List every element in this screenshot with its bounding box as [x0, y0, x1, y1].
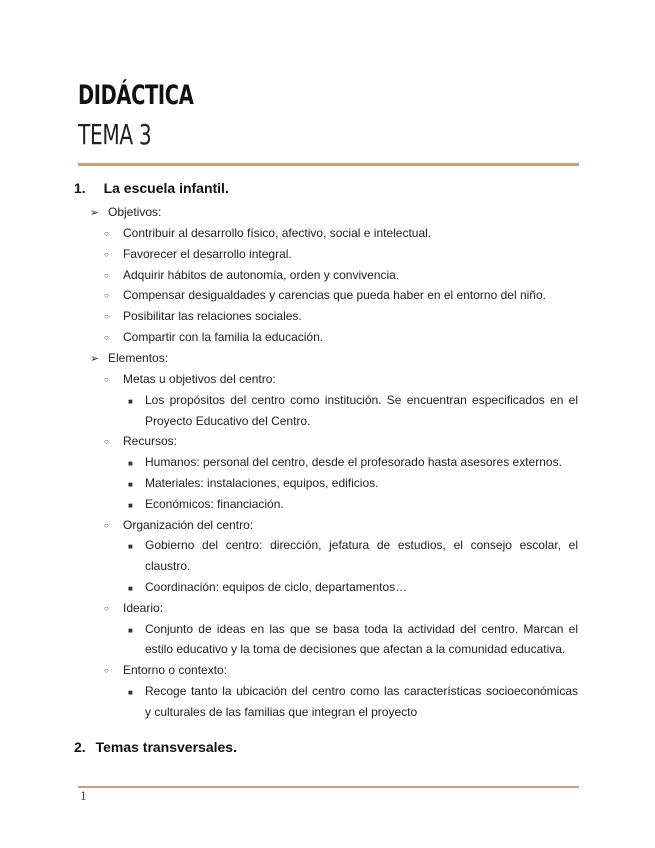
circle-bullet-icon: ○ [104, 666, 109, 676]
objetivo-item: Favorecer el desarrollo integral. [123, 246, 292, 261]
elemento-item-line: Humanos: personal del centro, desde el profesorado hasta asesores externos. [145, 455, 562, 470]
elemento-item-line: estilo educativo y la toma de decisiones que afectan a la comunidad educativa. [145, 642, 566, 657]
objetivo-item: Posibilitar las relaciones sociales. [123, 309, 302, 324]
header-divider [78, 163, 579, 166]
square-bullet-icon: ■ [128, 396, 133, 406]
circle-bullet-icon: ○ [104, 333, 109, 342]
square-bullet-icon: ■ [128, 625, 133, 635]
elemento-item-line: Gobierno del centro: dirección, jefatura de estudios, el consejo escolar, el [145, 538, 578, 553]
footer-divider [78, 786, 579, 788]
elemento-group-label: Entorno o contexto: [123, 663, 228, 678]
objetivo-item: Compensar desigualdades y carencias que pueda haber en el entorno del niño. [123, 288, 546, 303]
section-2-title: Temas transversales. [95, 739, 237, 755]
section-1-heading [74, 180, 229, 196]
elemento-item-line: Proyecto Educativo del Centro. [145, 413, 311, 428]
circle-bullet-icon: ○ [104, 437, 109, 447]
circle-bullet-icon: ○ [104, 375, 109, 384]
elemento-group-label: Organización del centro: [123, 517, 254, 532]
section-2-number: 2. [74, 739, 86, 755]
objetivo-item: Contribuir al desarrollo físico, afectivo, social e intelectual. [123, 226, 432, 240]
arrow-bullet-icon: ➢ [90, 207, 100, 219]
elemento-group-label: Metas u objetivos del centro: [123, 372, 276, 386]
square-bullet-icon: ■ [128, 480, 133, 489]
section-2-heading [74, 739, 237, 755]
elementos-label: Elementos: [108, 351, 169, 365]
document-subtitle: TEMA 3 [78, 118, 152, 151]
elemento-item-line: Coordinación: equipos de ciclo, departamentos… [145, 580, 408, 594]
square-bullet-icon: ■ [128, 688, 133, 697]
objetivos-label: Objetivos: [108, 205, 162, 219]
elemento-item-line: Recoge tanto la ubicación del centro como las características socioeconómicas [145, 684, 578, 698]
objetivo-item: Adquirir hábitos de autonomía, orden y convivencia. [123, 267, 400, 282]
square-bullet-icon: ■ [128, 500, 133, 510]
objetivo-item: Compartir con la familia la educación. [123, 330, 324, 344]
arrow-bullet-icon: ➢ [90, 353, 100, 365]
elemento-item-line: Económicos: financiación. [145, 496, 284, 511]
circle-bullet-icon: ○ [104, 229, 109, 238]
elemento-group-label: Ideario: [123, 600, 164, 615]
square-bullet-icon: ■ [128, 584, 133, 593]
elemento-item-line: claustro. [145, 559, 191, 574]
circle-bullet-icon: ○ [104, 291, 109, 301]
elemento-item-line: Materiales: instalaciones, equipos, edificios. [145, 476, 379, 490]
square-bullet-icon: ■ [128, 459, 133, 469]
elemento-group-label: Recursos: [123, 434, 178, 449]
circle-bullet-icon: ○ [104, 270, 109, 280]
elemento-item-line: Conjunto de ideas en las que se basa toda la actividad del centro. Marcan el [145, 621, 578, 636]
elemento-item-line: Los propósitos del centro como institución. Se encuentran especificados en el [145, 392, 578, 407]
document-title: DIDÁCTICA [78, 80, 194, 111]
square-bullet-icon: ■ [128, 542, 133, 552]
page-number: 1 [80, 790, 87, 803]
section-1-title: La escuela infantil. [103, 180, 229, 196]
circle-bullet-icon: ○ [104, 520, 109, 530]
circle-bullet-icon: ○ [104, 249, 109, 259]
circle-bullet-icon: ○ [104, 603, 109, 613]
circle-bullet-icon: ○ [104, 312, 109, 322]
section-1-number: 1. [74, 180, 86, 196]
elemento-item-line: y culturales de las familias que integran el proyecto [145, 704, 418, 719]
